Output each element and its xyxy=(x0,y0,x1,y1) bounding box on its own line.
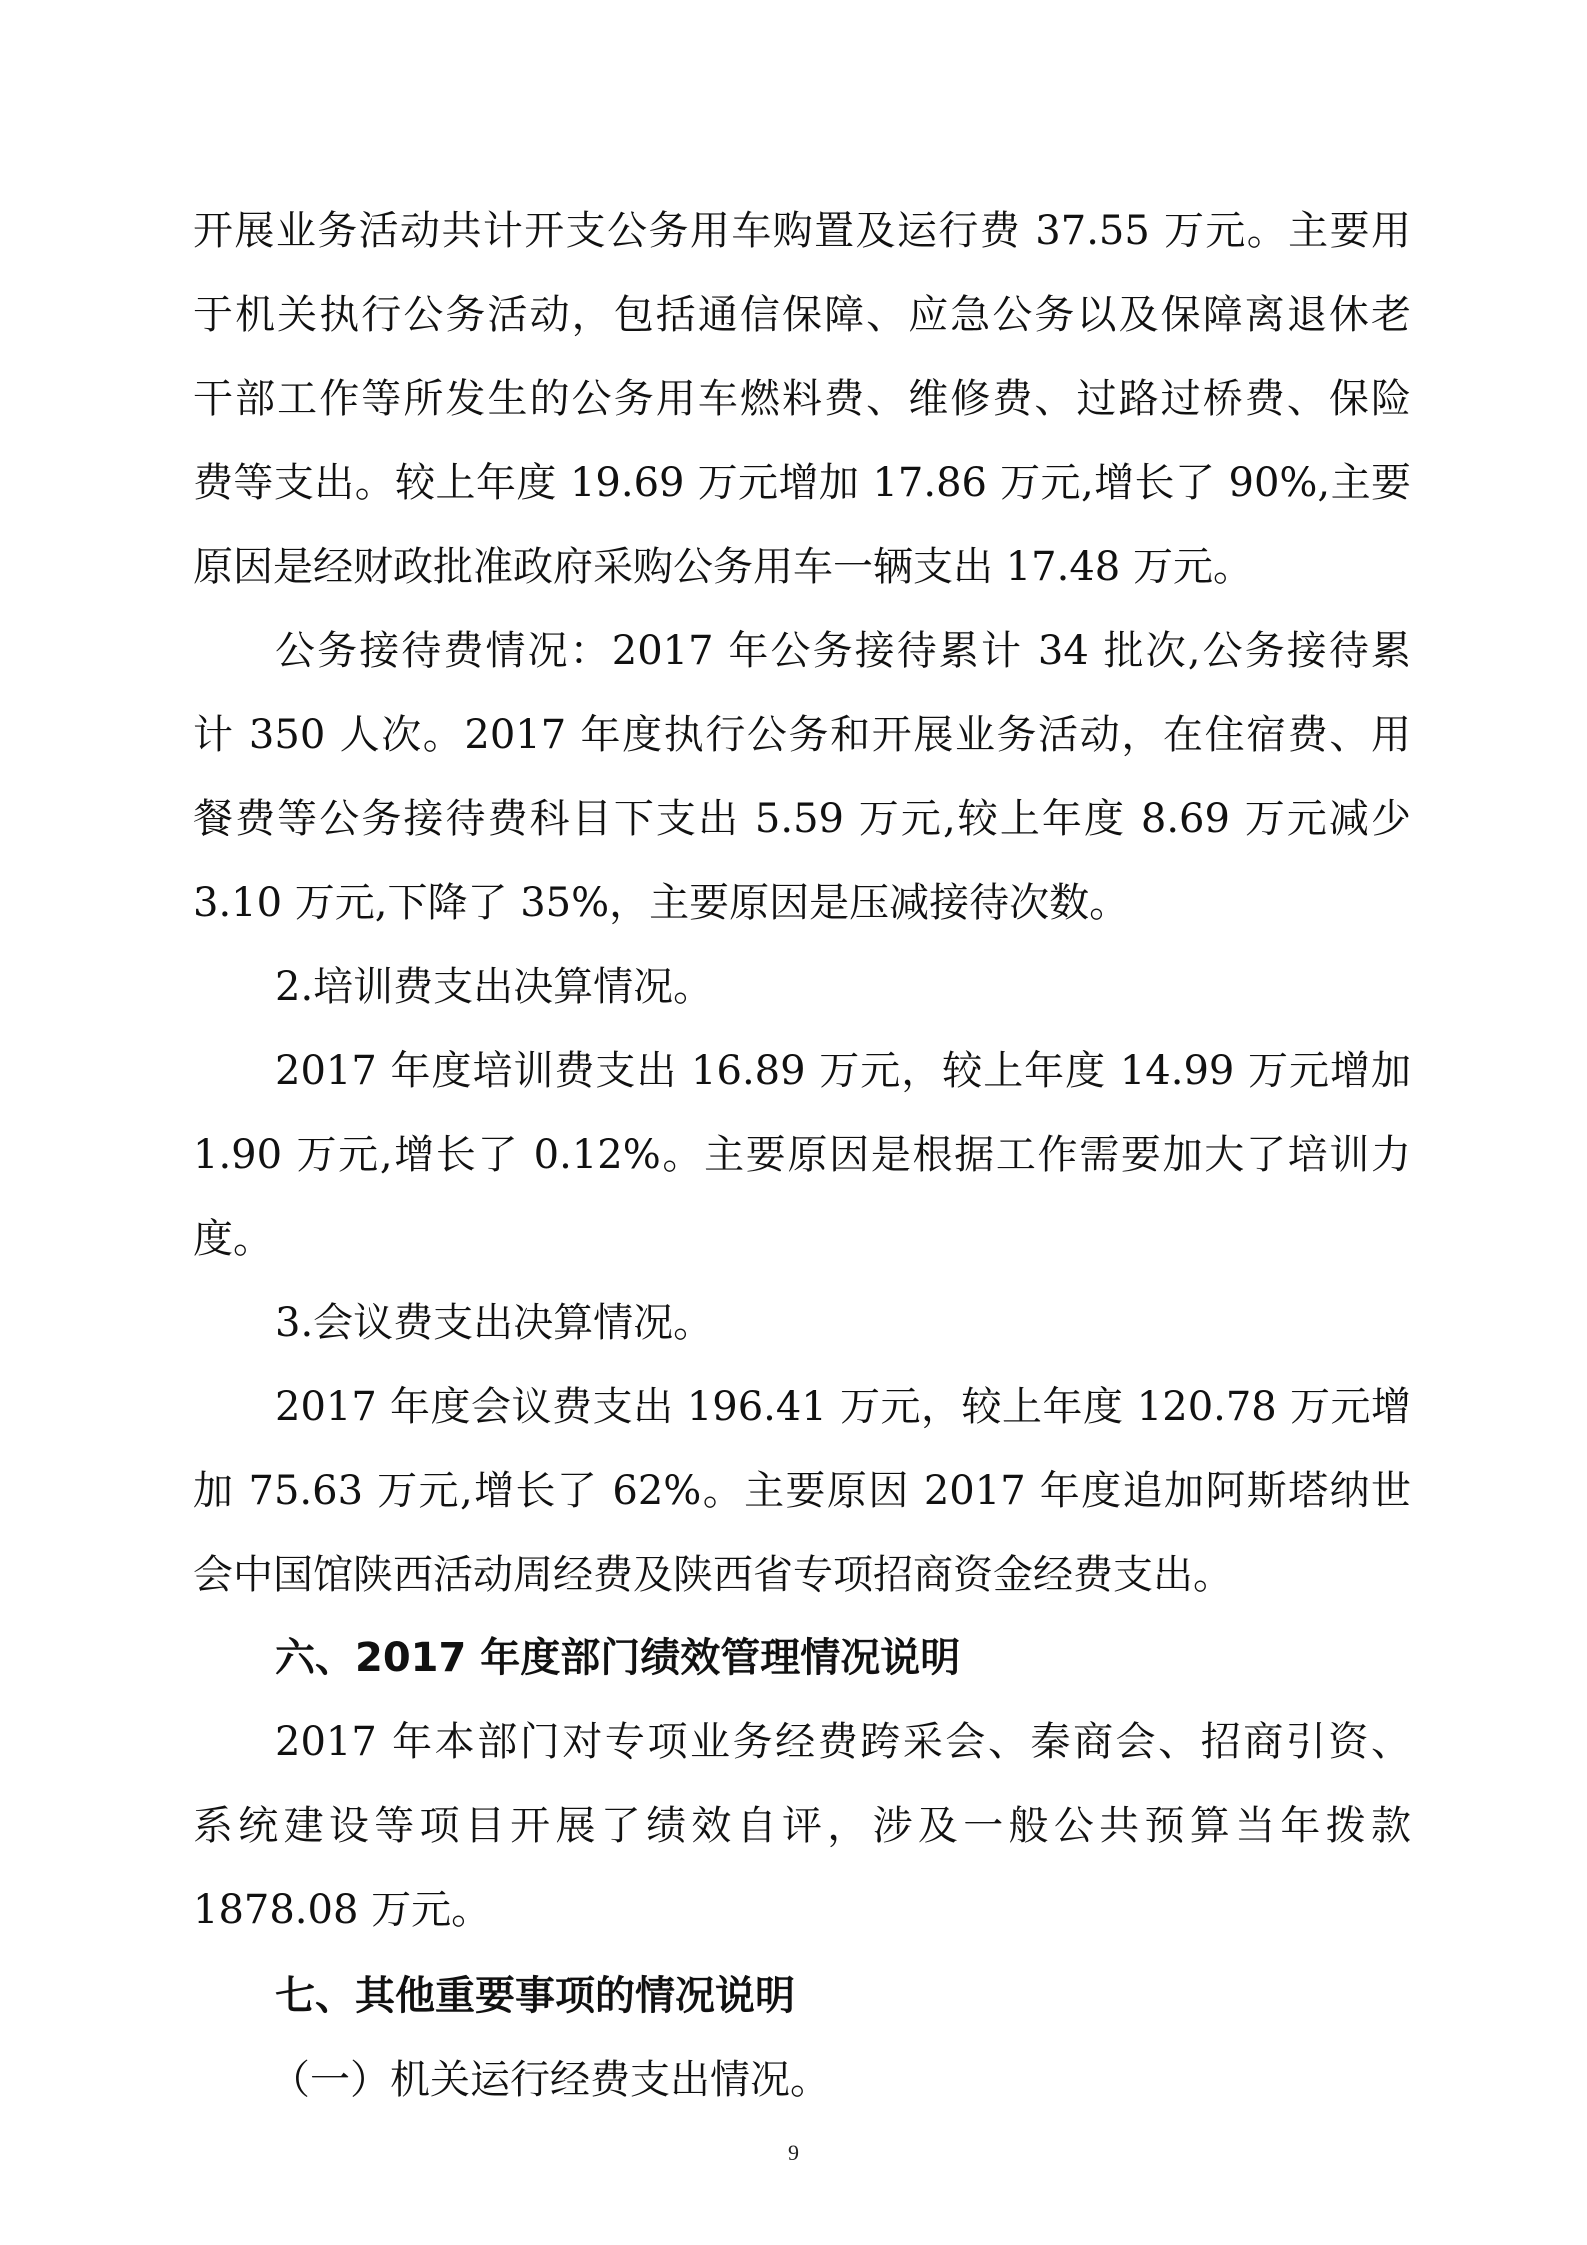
paragraph-text: 1.90 万元,增长了 0.12%。主要原因是根据工作需要加大了培训力 xyxy=(193,1132,1411,1178)
paragraph-text: 公务接待费情况：2017 年公务接待累计 34 批次,公务接待累 xyxy=(275,628,1411,674)
paragraph-text: 加 75.63 万元,增长了 62%。主要原因 2017 年度追加阿斯塔纳世 xyxy=(193,1468,1411,1514)
page-number: 9 xyxy=(788,2140,799,2165)
section-subtitle: （一）机关运行经费支出情况。 xyxy=(270,2057,830,2103)
paragraph-text: 计 350 人次。2017 年度执行公务和开展业务活动，在住宿费、用 xyxy=(193,712,1411,758)
paragraph-text: 开展业务活动共计开支公务用车购置及运行费 37.55 万元。主要用 xyxy=(193,208,1411,254)
section-subtitle: 3.会议费支出决算情况。 xyxy=(275,1300,714,1346)
paragraph-text: 1878.08 万元。 xyxy=(193,1887,492,1933)
paragraph-text: 于机关执行公务活动，包括通信保障、应急公务以及保障离退休老 xyxy=(193,292,1411,338)
paragraph-text: 系统建设等项目开展了绩效自评，涉及一般公共预算当年拨款 xyxy=(193,1803,1411,1849)
paragraph-text: 原因是经财政批准政府采购公务用车一辆支出 17.48 万元。 xyxy=(193,544,1253,590)
section-subtitle: 2.培训费支出决算情况。 xyxy=(275,964,714,1010)
paragraph-text: 2017 年度会议费支出 196.41 万元，较上年度 120.78 万元增 xyxy=(275,1384,1411,1430)
paragraph-text: 度。 xyxy=(193,1216,273,1262)
paragraph-text: 3.10 万元,下降了 35%，主要原因是压减接待次数。 xyxy=(193,880,1130,926)
section-heading: 六、2017 年度部门绩效管理情况说明 xyxy=(275,1635,961,1681)
section-heading: 七、其他重要事项的情况说明 xyxy=(275,1973,795,2019)
paragraph-text: 会中国馆陕西活动周经费及陕西省专项招商资金经费支出。 xyxy=(193,1552,1233,1598)
paragraph-text: 费等支出。较上年度 19.69 万元增加 17.86 万元,增长了 90%,主要 xyxy=(193,460,1411,506)
paragraph-text: 2017 年度培训费支出 16.89 万元，较上年度 14.99 万元增加 xyxy=(275,1048,1411,1094)
paragraph-text: 餐费等公务接待费科目下支出 5.59 万元,较上年度 8.69 万元减少 xyxy=(193,796,1411,842)
paragraph-text: 2017 年本部门对专项业务经费跨采会、秦商会、招商引资、 xyxy=(275,1719,1411,1765)
paragraph-text: 干部工作等所发生的公务用车燃料费、维修费、过路过桥费、保险 xyxy=(193,376,1411,422)
